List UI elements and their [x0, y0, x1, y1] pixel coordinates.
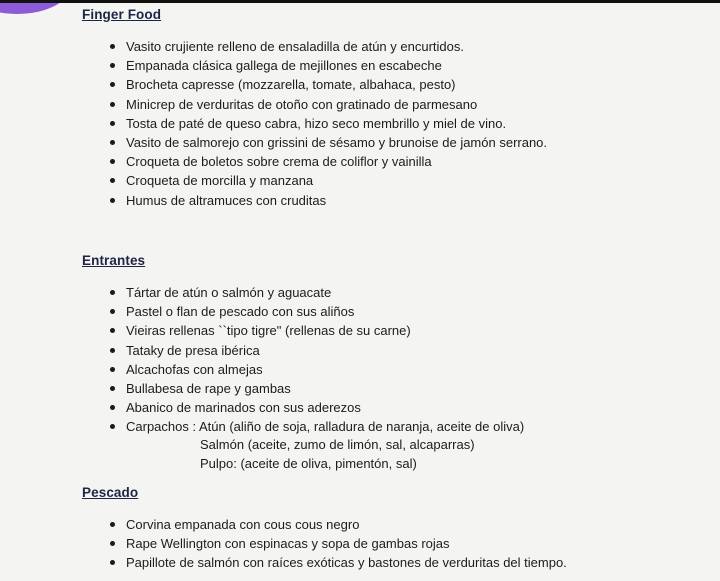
list-item — [0, 321, 720, 340]
list-item-text: Vieiras rellenas ``tipo tigre" (rellenas de su carne) — [126, 323, 411, 339]
section-heading-finger-food: Finger Food — [82, 7, 162, 22]
bullet-icon — [110, 522, 115, 527]
carpacho-salmon-line: Salmón (aceite, zumo de limón, sal, alcaparras) — [200, 437, 475, 452]
list-item — [0, 515, 720, 534]
list-item-text: Rape Wellington con espinacas y sopa de gambas rojas — [126, 536, 450, 552]
list-item-text: Croqueta de morcilla y manzana — [126, 173, 314, 189]
bullet-icon — [110, 121, 115, 126]
list-item-text: Humus de altramuces con cruditas — [126, 192, 327, 208]
list-item-text: Carpachos : Atún (aliño de soja, ralladura de naranja, aceite de oliva) — [126, 419, 525, 435]
list-item — [0, 417, 720, 436]
list-item — [0, 95, 720, 114]
bullet-icon — [110, 102, 115, 107]
section-heading-pescado: Pescado — [82, 485, 139, 500]
list-item — [0, 553, 720, 572]
bullet-icon — [110, 159, 115, 164]
bullet-icon — [110, 140, 115, 145]
list-item-text: Pastel o flan de pescado con sus aliños — [126, 304, 355, 320]
bullet-icon — [110, 44, 115, 49]
list-item — [0, 152, 720, 171]
bullet-icon — [110, 560, 115, 565]
bullet-icon — [110, 290, 115, 295]
list-item — [0, 283, 720, 302]
bullet-icon — [110, 309, 115, 314]
list-item — [0, 379, 720, 398]
list-item-text: Abanico de marinados con sus aderezos — [126, 400, 361, 416]
pescado-list — [0, 515, 720, 573]
list-item-text: Bullabesa de rape y gambas — [126, 380, 291, 396]
finger-food-list — [0, 37, 720, 210]
bullet-icon — [110, 367, 115, 372]
list-item-text: Vasito de salmorejo con grissini de sésamo y brunoise de jamón serrano. — [126, 134, 548, 150]
list-item-text: Minicrep de verduritas de otoño con gratinado de parmesano — [126, 96, 478, 112]
list-item — [0, 37, 720, 56]
list-item-text: Brocheta capresse (mozzarella, tomate, albahaca, pesto) — [126, 77, 456, 93]
entrantes-list — [0, 283, 720, 437]
section-heading-entrantes: Entrantes — [82, 253, 146, 268]
list-item-text: Tártar de atún o salmón y aguacate — [126, 285, 332, 300]
bullet-icon — [110, 328, 115, 333]
list-item — [0, 191, 720, 210]
list-item-text: Corvina empanada con cous cous negro — [126, 517, 360, 532]
top-border-line — [0, 0, 720, 3]
list-item-text: Papillote de salmón con raíces exóticas y bastones de verduritas del tiempo. — [126, 555, 567, 571]
bullet-icon — [110, 386, 115, 391]
list-item — [0, 133, 720, 152]
list-item — [0, 398, 720, 417]
bullet-icon — [110, 82, 115, 87]
list-item-text: Vasito crujiente relleno de ensaladilla de atún y encurtidos. — [126, 39, 464, 54]
list-item — [0, 114, 720, 133]
bullet-icon — [110, 178, 115, 183]
list-item-text: Empanada clásica gallega de mejillones en escabeche — [126, 58, 442, 74]
bullet-icon — [110, 63, 115, 68]
list-item — [0, 341, 720, 360]
bullet-icon — [110, 424, 115, 429]
list-item-text: Tosta de paté de queso cabra, hizo seco membrillo y miel de vino. — [126, 115, 507, 131]
list-item — [0, 360, 720, 379]
list-item-text: Croqueta de boletos sobre crema de coliflor y vainilla — [126, 154, 432, 170]
carpacho-pulpo-line: Pulpo: (aceite de oliva, pimentón, sal) — [200, 456, 417, 471]
list-item — [0, 75, 720, 94]
list-item-text: Alcachofas con almejas — [126, 361, 263, 377]
bullet-icon — [110, 405, 115, 410]
list-item — [0, 56, 720, 75]
list-item — [0, 534, 720, 553]
bullet-icon — [110, 541, 115, 546]
bullet-icon — [110, 198, 115, 203]
bullet-icon — [110, 348, 115, 353]
list-item-text: Tataky de presa ibérica — [126, 342, 260, 358]
list-item — [0, 302, 720, 321]
list-item — [0, 171, 720, 190]
